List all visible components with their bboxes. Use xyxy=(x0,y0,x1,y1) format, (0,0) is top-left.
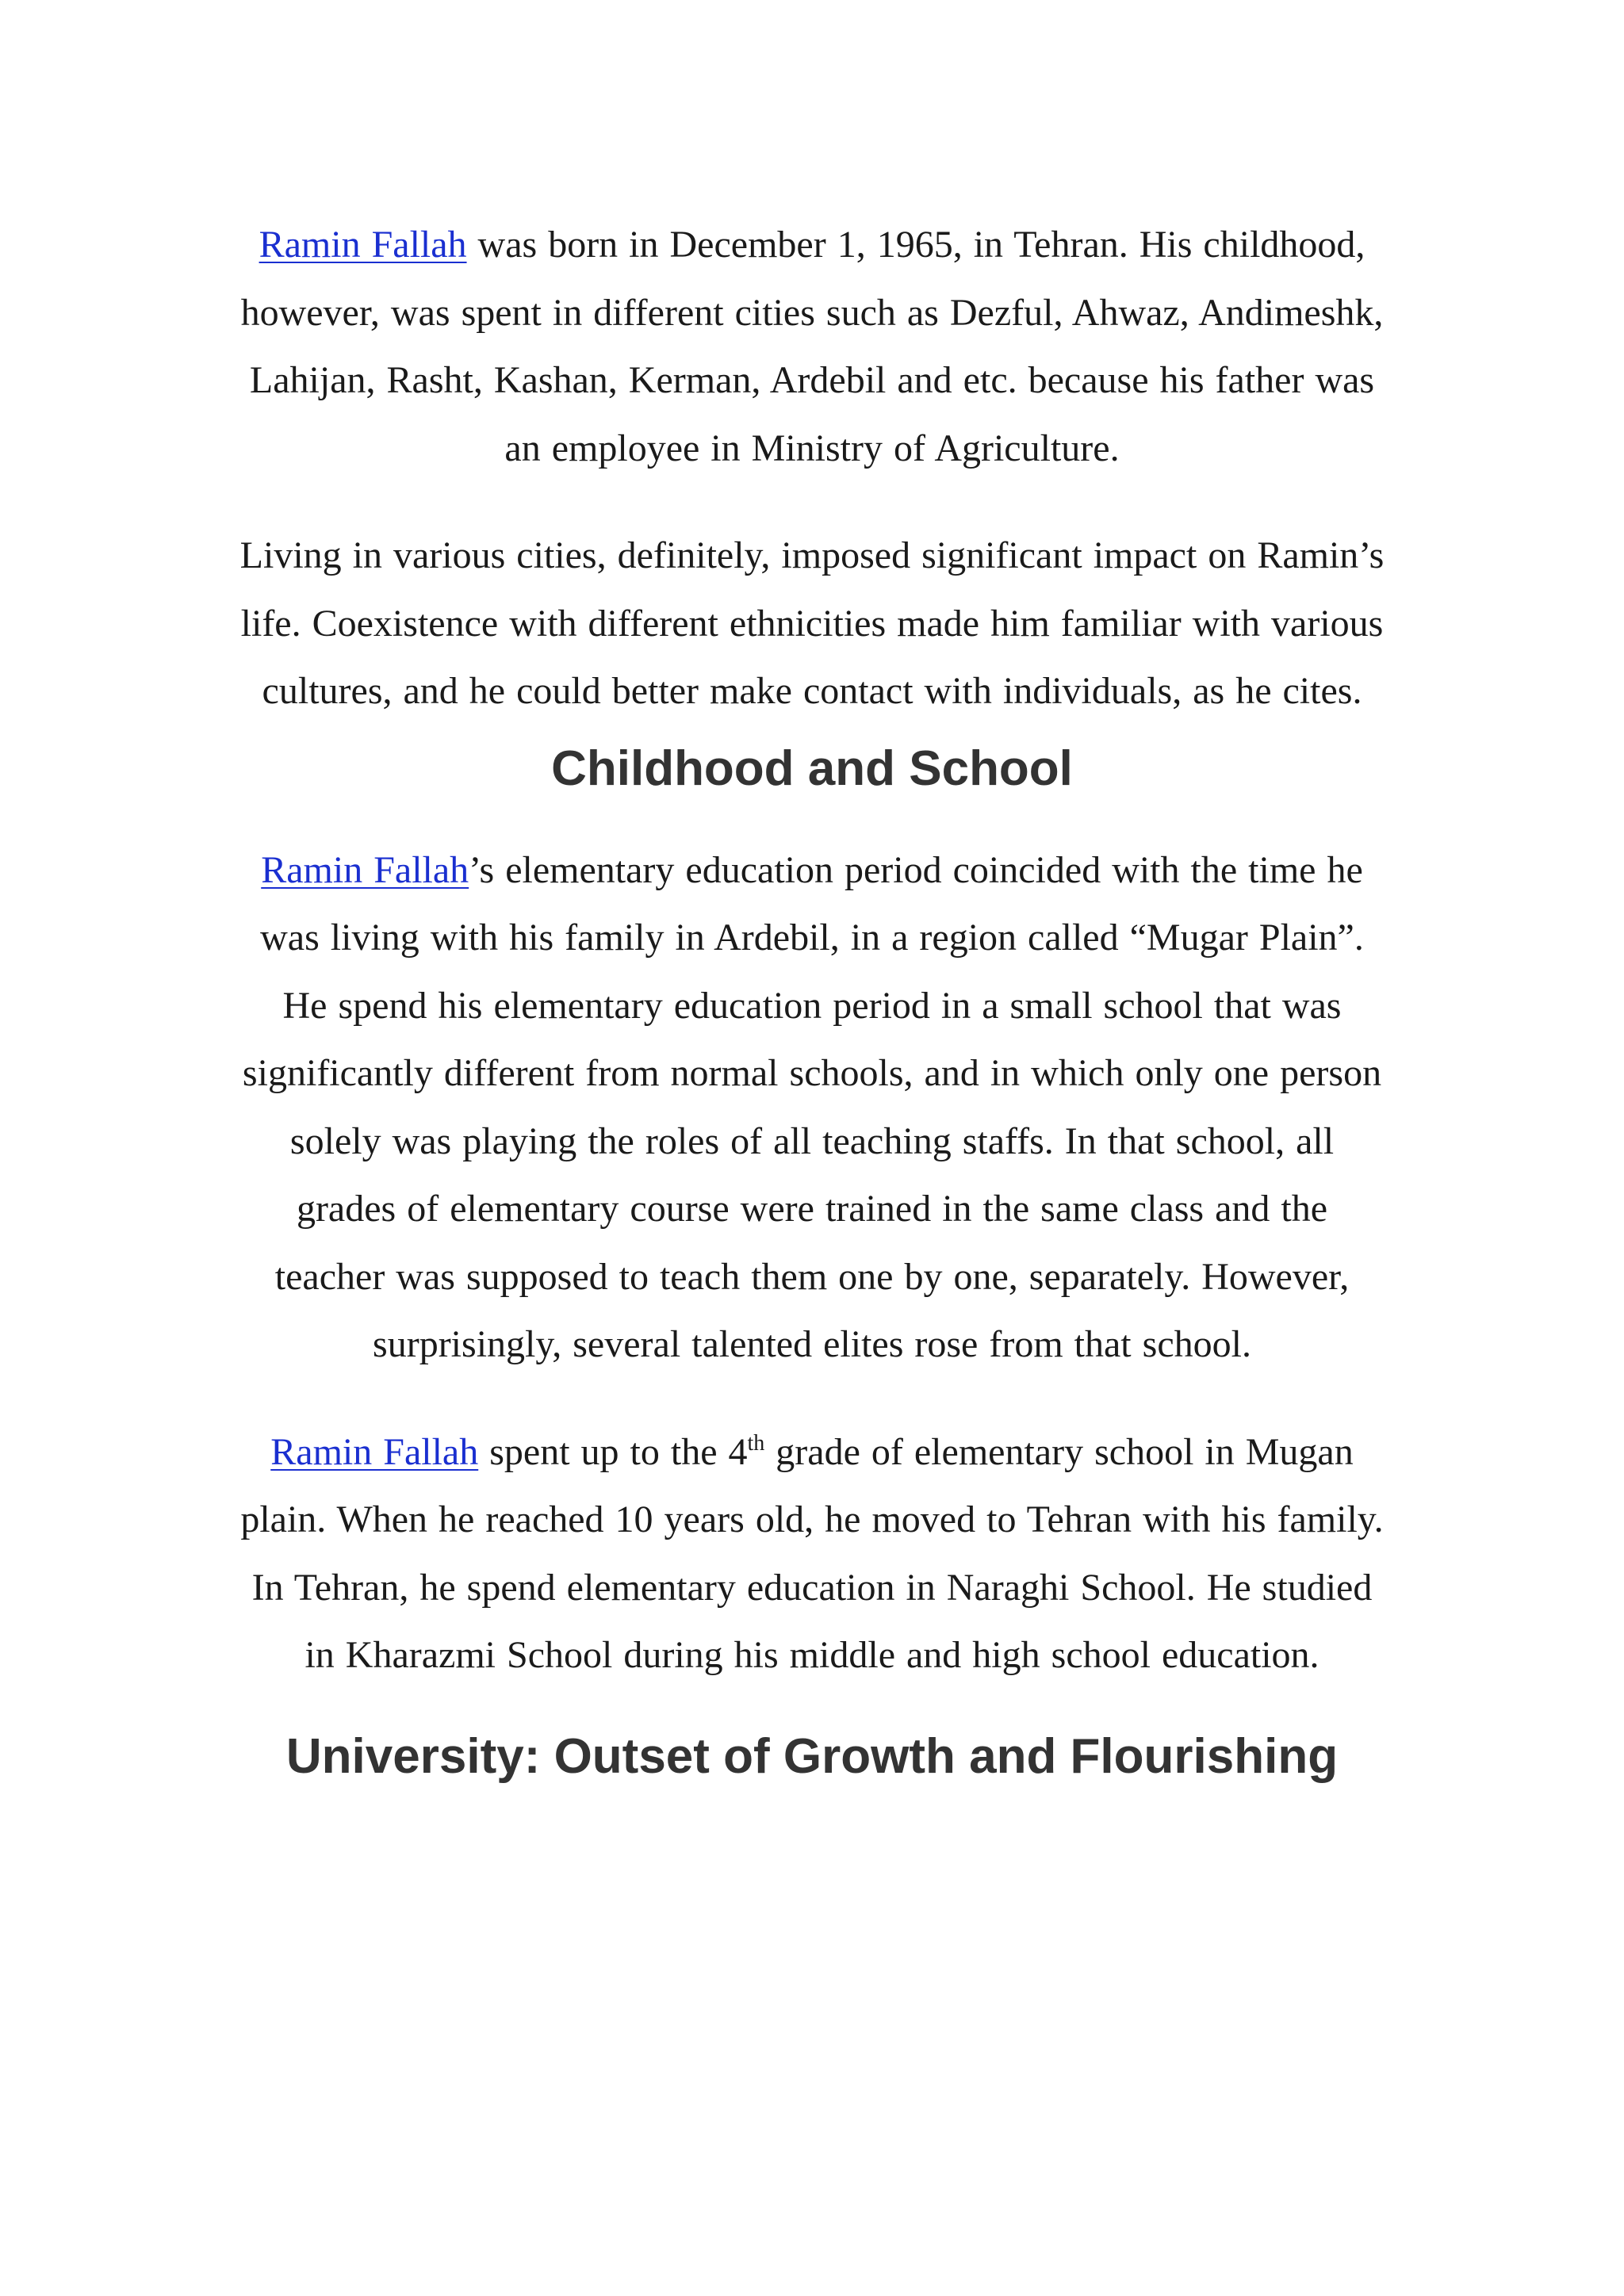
childhood-paragraph-1 xyxy=(238,836,1386,1379)
ramin-fallah-link[interactable]: Ramin Fallah xyxy=(261,848,469,891)
intro-paragraph-1 xyxy=(238,211,1386,482)
childhood-paragraph-2-text-before: spent up to the 4 xyxy=(478,1430,748,1473)
childhood-paragraph-2-text-after: grade of elementary school in Mugan plain. When he reached 10 years old, he moved to Tehran with his family. In Tehran, he spend elementary education in Naraghi School. He studied in Kharazmi School during his middle and high school education. xyxy=(240,1430,1384,1676)
ordinal-superscript: th xyxy=(747,1430,765,1456)
childhood-paragraph-1-text: ’s elementary education period coincided with the time he was living with his family in Ardebil, in a region called “Mugar Plain”. He spend his elementary education period in a small school that was significantly different from normal schools, and in which only one person solely was playing the roles of all teaching staffs. In that school, all grades of elementary course were trained in the same class and the teacher was supposed to teach them one by one, separately. However, surprisingly, several talented elites rose from that school. xyxy=(242,848,1382,1365)
ramin-fallah-link[interactable]: Ramin Fallah xyxy=(270,1430,479,1473)
childhood-paragraph-2 xyxy=(238,1418,1386,1689)
page-content xyxy=(238,211,1386,1793)
university-heading: University: Outset of Growth and Flourishing xyxy=(285,1728,1339,1784)
ramin-fallah-link[interactable]: Ramin Fallah xyxy=(259,224,467,266)
intro-paragraph-1-text: was born in December 1, 1965, in Tehran. His childhood, however, was spent in different cities such as Dezful, Ahwaz, Andimeshk, Lahijan, Rasht, Kashan, Kerman, Ardebil and etc. because his father was an employee in Ministry of Agriculture. xyxy=(240,224,1384,469)
childhood-heading: Childhood and School xyxy=(551,740,1073,796)
intro-paragraph-2: Living in various cities, definitely, imposed significant impact on Ramin’s life. Coexistence with different ethnicities made him familiar with various cultures, and he could better make contact with individuals, as he cites. xyxy=(239,534,1385,712)
